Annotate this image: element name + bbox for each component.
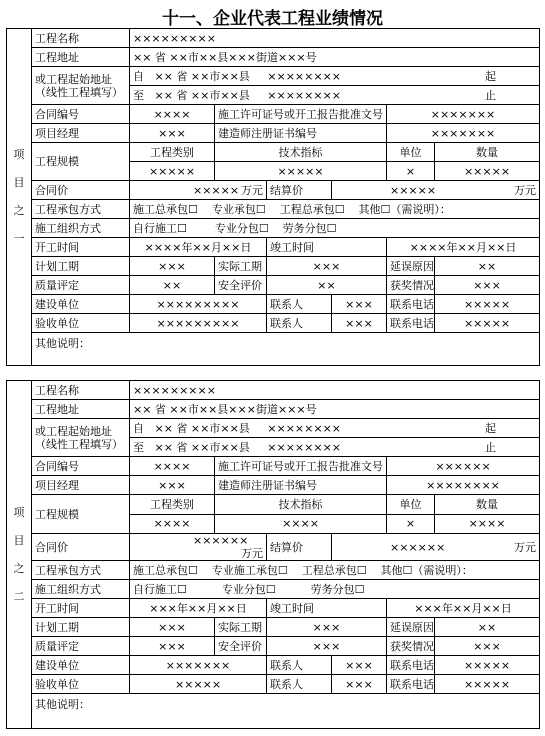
- label-cert-no: 建造师注册证书编号: [215, 476, 387, 495]
- label-contract-no: 合同编号: [32, 105, 130, 124]
- tech-index-value: ×××××: [215, 162, 387, 181]
- label-awards: 获奖情况: [387, 276, 435, 295]
- label-contract-mode: 工程承包方式: [32, 561, 130, 580]
- label-builder: 建设单位: [32, 656, 130, 675]
- label-builder: 建设单位: [32, 295, 130, 314]
- builder-contact-value: ×××: [332, 295, 387, 314]
- actual-period-value: ×××: [267, 257, 387, 276]
- tech-index-value: ××××: [215, 514, 387, 534]
- label-contract-mode: 工程承包方式: [32, 200, 130, 219]
- settle-price-value: ×××××: [390, 183, 437, 197]
- quality-value: ××: [130, 276, 215, 295]
- label-start-end-line1: 或工程起始地址: [35, 424, 112, 438]
- label-tech-index: 技术指标: [215, 143, 387, 162]
- awards-value: ×××: [435, 637, 540, 656]
- pm-value: ×××: [130, 476, 215, 495]
- permit-no-value: ×××××××: [387, 105, 540, 124]
- project-side-label: 项 目 之 一: [7, 29, 32, 366]
- safety-value: ×××: [267, 637, 387, 656]
- end-address-row: [130, 438, 540, 457]
- label-contract-no: 合同编号: [32, 457, 130, 476]
- label-end-time: 竣工时间: [267, 238, 387, 257]
- awards-value: ×××: [435, 276, 540, 295]
- label-quality: 质量评定: [32, 637, 130, 656]
- end-extra: ××××××××: [267, 440, 342, 454]
- acceptance-value: ×××××: [130, 675, 267, 694]
- label-pm: 项目经理: [32, 476, 130, 495]
- label-permit-no: 施工许可证号或开工报告批准文号: [215, 457, 387, 476]
- label-quality: 质量评定: [32, 276, 130, 295]
- label-start-end: [32, 67, 130, 105]
- label-delay-reason: 延误原因: [387, 618, 435, 637]
- label-awards: 获奖情况: [387, 637, 435, 656]
- start-prefix: 自: [133, 421, 144, 435]
- label-scale: 工程规模: [32, 495, 130, 534]
- org-mode-options[interactable]: 自行施工☐ 专业分包☐ 劳务分包☐: [130, 580, 540, 599]
- builder-contact-value: ×××: [332, 656, 387, 675]
- delay-reason-value: ××: [435, 618, 540, 637]
- end-time-value: ××××年××月××日: [387, 238, 540, 257]
- builder-value: ×××××××: [130, 656, 267, 675]
- page-title: 十一、企业代表工程业绩情况: [162, 9, 383, 29]
- start-time-value: ××××年××月××日: [130, 238, 267, 257]
- label-builder-contact: 联系人: [267, 295, 332, 314]
- start-extra: ××××××××: [267, 69, 342, 83]
- contract-mode-options[interactable]: 施工总承包☐ 专业施工承包☐ 工程总承包☐ 其他☐（需说明）：: [130, 561, 540, 580]
- end-prefix: 至: [133, 440, 144, 454]
- quantity-value: ×××××: [435, 162, 540, 181]
- pm-value: ×××: [130, 124, 215, 143]
- builder-value: ×××××××××: [130, 295, 267, 314]
- label-end-time: 竣工时间: [267, 599, 387, 618]
- project-name-value: ×××××××××: [130, 381, 540, 400]
- acc-contact-value: ×××: [332, 675, 387, 694]
- settle-price-cell: [332, 181, 540, 200]
- end-address-row: [130, 86, 540, 105]
- label-start-end-line2: （线性工程填写）: [35, 437, 123, 451]
- label-unit: 单位: [387, 143, 435, 162]
- plan-period-value: ×××: [130, 257, 215, 276]
- label-settle-price: 结算价: [267, 534, 332, 561]
- project-side-label: 项 目 之 二: [7, 381, 32, 729]
- start-extra: ××××××××: [267, 421, 342, 435]
- end-time-value: ×××年××月××日: [387, 599, 540, 618]
- start-prefix: 自: [133, 69, 144, 83]
- label-start-end-line2: （线性工程填写）: [35, 85, 123, 99]
- other-notes[interactable]: 其他说明：: [32, 694, 540, 729]
- unit-value: ×: [387, 162, 435, 181]
- start-address-row: [130, 419, 540, 438]
- builder-phone-value: ×××××: [435, 656, 540, 675]
- label-settle-price: 结算价: [267, 181, 332, 200]
- start-address: ×× 省 ××市××县: [154, 69, 250, 83]
- label-builder-contact: 联系人: [267, 656, 332, 675]
- label-org-mode: 施工组织方式: [32, 219, 130, 238]
- label-quantity: 数量: [435, 143, 540, 162]
- label-acceptance: 验收单位: [32, 314, 130, 333]
- qi-label: 起: [485, 69, 497, 83]
- settle-price-unit: 万元: [514, 183, 537, 197]
- zhi-label: 止: [485, 440, 497, 454]
- end-address: ×× 省 ××市××县: [154, 440, 250, 454]
- start-address: ×× 省 ××市××县: [154, 421, 250, 435]
- builder-phone-value: ×××××: [435, 295, 540, 314]
- label-builder-phone: 联系电话: [387, 295, 435, 314]
- label-acc-contact: 联系人: [267, 675, 332, 694]
- project-address-value: ×× 省 ××市××县×××街道×××号: [130, 48, 540, 67]
- label-start-time: 开工时间: [32, 238, 130, 257]
- eng-type-value: ×××××: [130, 162, 215, 181]
- acc-contact-value: ×××: [332, 314, 387, 333]
- contract-price-value: ×××××: [193, 183, 240, 197]
- label-project-address: 工程地址: [32, 48, 130, 67]
- eng-type-value: ××××: [130, 514, 215, 534]
- cert-no-value: ×××××××: [387, 124, 540, 143]
- label-start-end: [32, 419, 130, 457]
- contract-price-cell: [130, 181, 267, 200]
- label-contract-price: 合同价: [32, 181, 130, 200]
- unit-value: ×: [387, 514, 435, 534]
- plan-period-value: ×××: [130, 618, 215, 637]
- acceptance-value: ×××××××××: [130, 314, 267, 333]
- label-cert-no: 建造师注册证书编号: [215, 124, 387, 143]
- contract-no-value: ××××: [130, 105, 215, 124]
- label-acc-contact: 联系人: [267, 314, 332, 333]
- settle-price-value: ××××××: [390, 540, 446, 554]
- zhi-label: 止: [485, 88, 497, 102]
- label-tech-index: 技术指标: [215, 495, 387, 515]
- label-eng-type: 工程类别: [130, 495, 215, 515]
- start-address-row: [130, 67, 540, 86]
- project-address-value: ×× 省 ××市××县×××街道×××号: [130, 400, 540, 419]
- delay-reason-value: ××: [435, 257, 540, 276]
- qi-label: 起: [485, 421, 497, 435]
- actual-period-value: ×××: [267, 618, 387, 637]
- quantity-value: ××××: [435, 514, 540, 534]
- contract-price-unit: 万元: [241, 547, 263, 560]
- contract-mode-options[interactable]: 施工总承包☐ 专业承包☐ 工程总承包☐ 其他☐（需说明）：: [130, 200, 540, 219]
- end-address: ×× 省 ××市××县: [154, 88, 250, 102]
- label-acc-phone: 联系电话: [387, 314, 435, 333]
- settle-price-cell: [332, 534, 540, 561]
- label-start-time: 开工时间: [32, 599, 130, 618]
- label-acc-phone: 联系电话: [387, 675, 435, 694]
- safety-value: ××: [267, 276, 387, 295]
- label-contract-price: 合同价: [32, 534, 130, 561]
- label-builder-phone: 联系电话: [387, 656, 435, 675]
- end-extra: ××××××××: [267, 88, 342, 102]
- settle-price-unit: 万元: [514, 540, 537, 554]
- label-start-end-line1: 或工程起始地址: [35, 72, 112, 86]
- label-project-name: 工程名称: [32, 381, 130, 400]
- label-scale: 工程规模: [32, 143, 130, 181]
- start-time-value: ×××年××月××日: [130, 599, 267, 618]
- permit-no-value: ××××××: [387, 457, 540, 476]
- label-quantity: 数量: [435, 495, 540, 515]
- acc-phone-value: ×××××: [435, 675, 540, 694]
- label-permit-no: 施工许可证号或开工报告批准文号: [215, 105, 387, 124]
- end-prefix: 至: [133, 88, 144, 102]
- label-org-mode: 施工组织方式: [32, 580, 130, 599]
- project-table-2: [6, 380, 540, 729]
- project-table-1: [6, 28, 540, 366]
- project-name-value: ×××××××××: [130, 29, 540, 48]
- label-pm: 项目经理: [32, 124, 130, 143]
- label-safety: 安全评价: [215, 637, 267, 656]
- label-project-address: 工程地址: [32, 400, 130, 419]
- contract-no-value: ××××: [130, 457, 215, 476]
- label-eng-type: 工程类别: [130, 143, 215, 162]
- cert-no-value: ××××××××: [387, 476, 540, 495]
- label-project-name: 工程名称: [32, 29, 130, 48]
- contract-price-unit: 万元: [241, 183, 263, 197]
- label-unit: 单位: [387, 495, 435, 515]
- org-mode-options[interactable]: 自行施工☐ 专业分包☐ 劳务分包☐: [130, 219, 540, 238]
- label-plan-period: 计划工期: [32, 618, 130, 637]
- contract-price-value: ××××××: [193, 534, 249, 547]
- label-plan-period: 计划工期: [32, 257, 130, 276]
- label-delay-reason: 延误原因: [387, 257, 435, 276]
- label-actual-period: 实际工期: [215, 257, 267, 276]
- quality-value: ×××: [130, 637, 215, 656]
- label-actual-period: 实际工期: [215, 618, 267, 637]
- contract-price-cell: [130, 534, 267, 561]
- other-notes[interactable]: 其他说明：: [32, 333, 540, 366]
- acc-phone-value: ×××××: [435, 314, 540, 333]
- label-acceptance: 验收单位: [32, 675, 130, 694]
- label-safety: 安全评价: [215, 276, 267, 295]
